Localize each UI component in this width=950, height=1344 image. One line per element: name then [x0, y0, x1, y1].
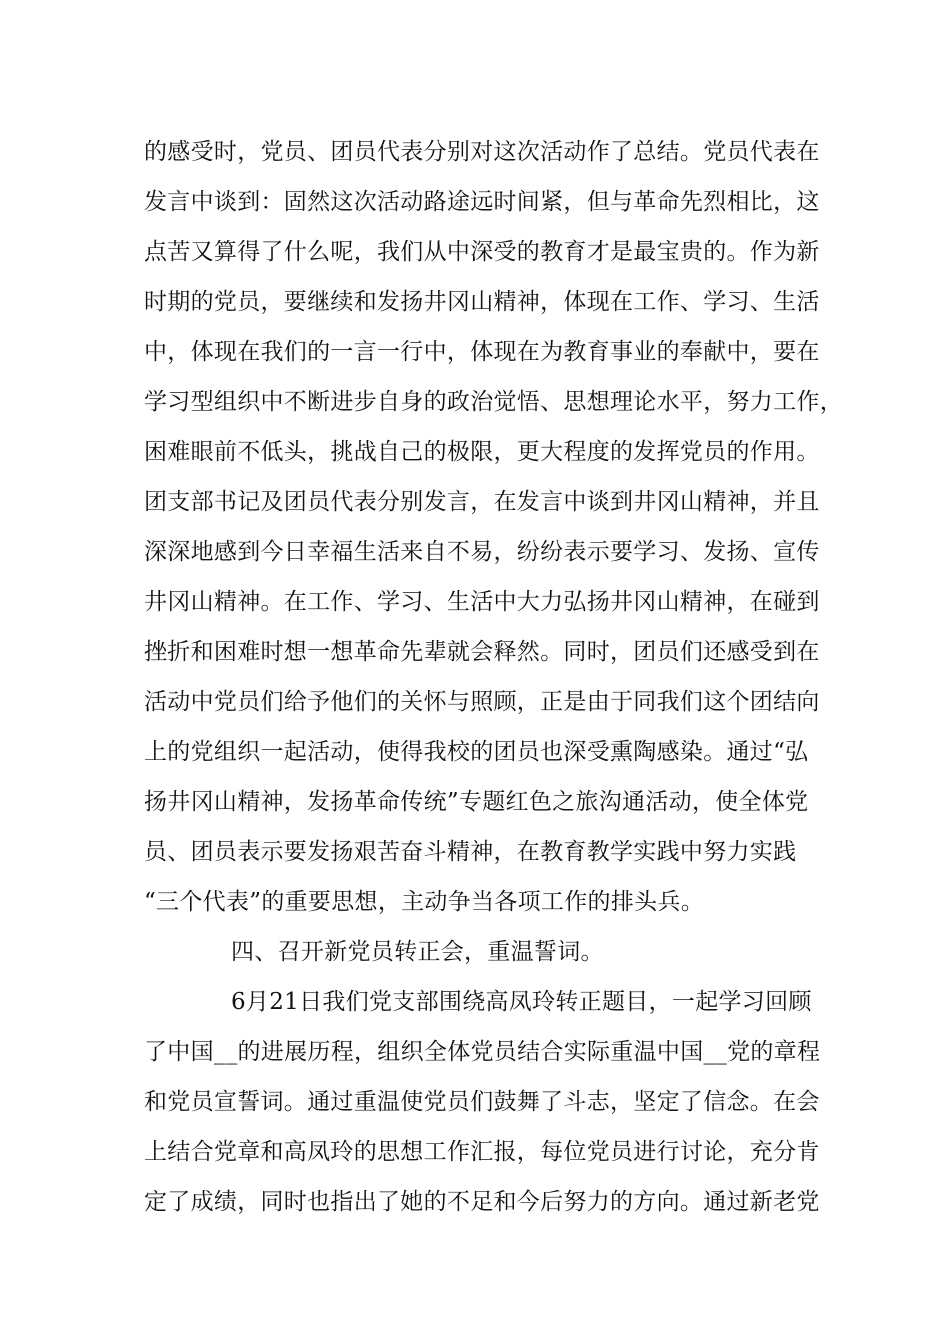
text-line: 发言中谈到：固然这次活动路途远时间紧，但与革命先烈相比，这 — [144, 189, 820, 215]
text-line: 井冈山精神。在工作、学习、生活中大力弘扬井冈山精神，在碰到 — [144, 589, 820, 615]
section-heading: 四、召开新党员转正会，重温誓词。 — [231, 939, 604, 965]
text-line: 定了成绩，同时也指出了她的不足和今后努力的方向。通过新老党 — [144, 1189, 820, 1215]
text-line: 点苦又算得了什么呢，我们从中深受的教育才是最宝贵的。作为新 — [144, 239, 820, 265]
text-line: 深深地感到今日幸福生活来自不易，纷纷表示要学习、发扬、宣传 — [144, 539, 820, 565]
text-line: 上结合党章和高凤玲的思想工作汇报，每位党员进行讨论，充分肯 — [144, 1139, 820, 1165]
text-line: 扬井冈山精神，发扬革命传统”专题红色之旅沟通活动，使全体党 — [144, 789, 809, 815]
text-line: 时期的党员，要继续和发扬井冈山精神，体现在工作、学习、生活 — [144, 289, 820, 315]
text-line: 和党员宣誓词。通过重温使党员们鼓舞了斗志，坚定了信念。在会 — [144, 1089, 820, 1115]
text-line: 挫折和困难时想一想革命先辈就会释然。同时，团员们还感受到在 — [144, 639, 820, 665]
text-line: 了中国__的进展历程，组织全体党员结合实际重温中国__党的章程 — [144, 1039, 821, 1065]
text-line: 困难眼前不低头，挑战自己的极限，更大程度的发挥党员的作用。 — [144, 439, 820, 465]
text-line: “三个代表”的重要思想，主动争当各项工作的排头兵。 — [144, 889, 705, 915]
text-line: 活动中党员们给予他们的关怀与照顾，正是由于同我们这个团结向 — [144, 689, 820, 715]
text-line: 团支部书记及团员代表分别发言，在发言中谈到井冈山精神，并且 — [144, 489, 820, 515]
paragraph-first-line: 6月21日我们党支部围绕高凤玲转正题目，一起学习回顾 — [231, 989, 812, 1015]
text-line: 的感受时，党员、团员代表分别对这次活动作了总结。党员代表在 — [144, 139, 820, 165]
text-line: 学习型组织中不断进步自身的政治觉悟、思想理论水平，努力工作， — [144, 389, 843, 415]
text-line: 中，体现在我们的一言一行中，体现在为教育事业的奉献中，要在 — [144, 339, 820, 365]
text-line: 员、团员表示要发扬艰苦奋斗精神，在教育教学实践中努力实践 — [144, 839, 797, 865]
text-line: 上的党组织一起活动，使得我校的团员也深受熏陶感染。通过“弘 — [144, 739, 809, 765]
